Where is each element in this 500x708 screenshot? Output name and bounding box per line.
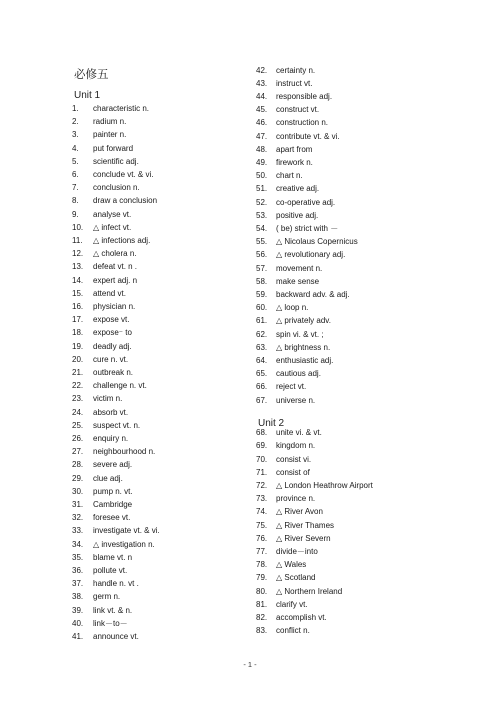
entry-number: 71. — [256, 467, 268, 477]
entry-text: clarify vt. — [276, 599, 308, 609]
entry-number: 51. — [256, 184, 268, 194]
entry-text: scientific adj. — [93, 156, 139, 166]
entry-text: △ Scotland — [276, 573, 316, 583]
entry-number: 76. — [256, 533, 268, 543]
entry-text: suspect vt. n. — [93, 420, 141, 430]
entry-number: 66. — [256, 382, 268, 392]
entry-number: 75. — [256, 520, 268, 530]
entry-text: draw a conclusion — [93, 196, 158, 206]
entry-number: 44. — [256, 91, 268, 101]
entry-text: unite vi. & vt. — [276, 428, 322, 438]
entry-number: 45. — [256, 105, 268, 115]
entry-number: 17. — [72, 315, 84, 325]
entry-text: conclude vt. & vi. — [93, 170, 154, 179]
entry-text: attend vt. — [93, 288, 126, 298]
entry-number: 63. — [256, 342, 268, 352]
entry-text: blame vt. n — [93, 552, 133, 562]
entry-number: 36. — [72, 566, 84, 575]
entry-text: instruct vt. — [276, 78, 313, 88]
entry-text: foresee vt. — [93, 513, 131, 523]
entry-text: △ revolutionary adj. — [276, 250, 346, 260]
entry-number: 27. — [72, 447, 84, 457]
entry-text: backward adv. & adj. — [276, 289, 350, 299]
entry-text: painter n. — [93, 130, 127, 140]
entry-number: 20. — [72, 354, 84, 364]
entry-number: 39. — [72, 605, 84, 615]
entry-number: 77. — [256, 547, 268, 556]
entry-text: △ infect vt. — [93, 222, 132, 232]
entry-number: 40. — [72, 618, 84, 628]
entry-text: construction n. — [276, 118, 329, 128]
entry-number: 6. — [72, 170, 79, 179]
entry-text: conclusion n. — [93, 183, 140, 193]
entry-number: 61. — [256, 316, 268, 326]
entry-text: challenge n. vt. — [93, 381, 147, 391]
entry-number: 11. — [72, 236, 83, 245]
entry-text: consist vi. — [276, 454, 312, 464]
entry-number: 16. — [72, 302, 84, 311]
entry-text: certainty n. — [276, 65, 316, 75]
entry-text: radium n. — [93, 117, 127, 127]
entry-text: expose⁻ to — [93, 328, 132, 338]
entry-text: analyse vt. — [93, 209, 132, 219]
entry-number: 4. — [72, 143, 79, 153]
entry-number: 56. — [256, 250, 268, 260]
entry-number: 60. — [256, 303, 268, 313]
entry-text: defeat vt. n . — [93, 262, 138, 272]
entry-text: consist of — [276, 467, 310, 477]
entry-text: pump n. vt. — [93, 486, 133, 496]
entry-text: △ brightness n. — [276, 342, 331, 352]
entry-text: reject vt. — [276, 382, 307, 392]
entry-number: 53. — [256, 210, 268, 220]
entry-number: 35. — [72, 552, 84, 562]
entry-text: △ River Thames — [276, 520, 335, 530]
entry-text: neighbourhood n. — [93, 447, 156, 457]
entry-number: 26. — [72, 434, 84, 443]
entry-number: 19. — [72, 341, 84, 351]
entry-text: △ London Heathrow Airport — [276, 481, 373, 490]
entry-number: 14. — [72, 275, 84, 285]
entry-number: 74. — [256, 507, 268, 517]
entry-number: 18. — [72, 328, 84, 338]
book-title: 必修五 — [74, 67, 109, 81]
entry-text: △ Nicolaus Copernicus — [276, 237, 358, 247]
entry-number: 22. — [72, 381, 84, 391]
entry-text: kingdom n. — [276, 441, 316, 451]
entry-text: enthusiastic adj. — [276, 355, 334, 365]
entry-number: 33. — [72, 526, 84, 536]
entry-number: 64. — [256, 355, 268, 365]
entry-text: spin vi. & vt. ; — [276, 329, 324, 339]
entry-number: 3. — [72, 130, 79, 140]
entry-number: 15. — [72, 288, 84, 298]
entry-text: make sense — [276, 276, 320, 286]
entry-number: 2. — [72, 117, 79, 127]
entry-text: expose vt. — [93, 315, 130, 325]
entry-number: 8. — [72, 196, 79, 206]
entry-number: 37. — [72, 579, 84, 589]
entry-number: 52. — [256, 197, 268, 207]
entry-text: responsible adj. — [276, 91, 333, 101]
entry-text: put forward — [93, 143, 134, 153]
entry-number: 69. — [256, 441, 268, 451]
entry-text: divide－into — [276, 547, 318, 556]
entry-number: 70. — [256, 454, 268, 464]
unit-2-heading: Unit 2 — [258, 418, 285, 429]
entry-text: apart from — [276, 144, 313, 154]
entry-number: 79. — [256, 573, 268, 583]
entry-text: conflict n. — [276, 626, 310, 636]
entry-number: 9. — [72, 209, 79, 219]
entry-text: germ n. — [93, 592, 121, 602]
entry-text: universe n. — [276, 395, 316, 405]
entry-text: △ Northern Ireland — [276, 586, 343, 596]
entry-text: construct vt. — [276, 105, 320, 115]
entry-number: 47. — [256, 131, 268, 141]
entry-text: △ cholera n. — [93, 249, 137, 259]
entry-number: 41. — [72, 632, 84, 641]
entry-number: 7. — [72, 183, 79, 193]
entry-number: 49. — [256, 157, 268, 167]
entry-text: cure n. vt. — [93, 354, 129, 364]
entry-number: 73. — [256, 494, 268, 504]
entry-number: 78. — [256, 560, 268, 570]
entry-text: link－to－ — [93, 618, 128, 628]
entry-text: investigate vt. & vi. — [93, 526, 160, 536]
entry-number: 80. — [256, 586, 268, 596]
entry-number: 31. — [72, 500, 84, 509]
entry-text: link vt. & n. — [93, 605, 133, 615]
entry-number: 81. — [256, 599, 268, 609]
entry-text: characteristic n. — [93, 104, 150, 113]
entry-text: firework n. — [276, 157, 313, 167]
entry-number: 21. — [72, 368, 84, 377]
entry-text: enquiry n. — [93, 434, 129, 443]
entry-number: 59. — [256, 289, 268, 299]
entry-text: △ Wales — [276, 560, 307, 570]
entry-number: 48. — [256, 144, 268, 154]
entry-text: victim n. — [93, 394, 123, 404]
entry-number: 54. — [256, 223, 268, 233]
entry-text: Cambridge — [93, 500, 133, 509]
entry-number: 23. — [72, 394, 84, 404]
entry-number: 72. — [256, 481, 268, 490]
entry-number: 82. — [256, 613, 268, 622]
entry-number: 13. — [72, 262, 84, 272]
entry-number: 58. — [256, 276, 268, 286]
entry-number: 62. — [256, 329, 268, 339]
entry-number: 29. — [72, 473, 84, 483]
entry-text: province n. — [276, 494, 316, 504]
entry-number: 12. — [72, 249, 84, 259]
entry-number: 1. — [72, 104, 79, 113]
entry-number: 30. — [72, 486, 84, 496]
entry-number: 42. — [256, 65, 268, 75]
entry-number: 32. — [72, 513, 84, 523]
entry-text: △ privately adv. — [276, 316, 331, 326]
entry-text: positive adj. — [276, 210, 319, 220]
entry-text: co-operative adj. — [276, 197, 336, 207]
unit-1-heading: Unit 1 — [74, 90, 101, 101]
entry-text: absorb vt. — [93, 407, 129, 417]
entry-text: △ infections adj. — [93, 236, 151, 245]
entry-text: △ loop n. — [276, 303, 309, 313]
entry-text: announce vt. — [93, 632, 139, 641]
entry-text: clue adj. — [93, 473, 123, 483]
entry-number: 34. — [72, 539, 84, 549]
entry-text: cautious adj. — [276, 369, 321, 379]
entry-text: chart n. — [276, 171, 303, 181]
entry-number: 68. — [256, 428, 268, 438]
entry-number: 24. — [72, 407, 84, 417]
entry-text: △ River Severn — [276, 533, 331, 543]
entry-text: physician n. — [93, 302, 136, 311]
entry-number: 25. — [72, 420, 84, 430]
entry-text: contribute vt. & vi. — [276, 131, 340, 141]
entry-text: deadly adj. — [93, 341, 132, 351]
entry-text: expert adj. n — [93, 275, 138, 285]
entry-number: 10. — [72, 222, 84, 232]
entry-number: 55. — [256, 237, 268, 247]
entry-text: severe adj. — [93, 460, 133, 470]
entry-number: 65. — [256, 369, 268, 379]
entry-number: 38. — [72, 592, 84, 602]
entry-text: △ investigation n. — [93, 539, 155, 549]
entry-number: 46. — [256, 118, 268, 128]
entry-number: 67. — [256, 395, 268, 405]
entry-text: handle n. vt . — [93, 579, 139, 589]
entry-text: movement n. — [276, 263, 323, 273]
entry-number: 43. — [256, 78, 268, 88]
entry-text: pollute vt. — [93, 566, 128, 575]
entry-number: 57. — [256, 263, 268, 273]
entry-text: outbreak n. — [93, 368, 134, 377]
entry-text: creative adj. — [276, 184, 320, 194]
entry-number: 28. — [72, 460, 84, 470]
entry-number: 5. — [72, 156, 79, 166]
entry-number: 50. — [256, 171, 268, 181]
entry-text: accomplish vt. — [276, 613, 327, 622]
entry-text: △ River Avon — [276, 507, 323, 517]
entry-number: 83. — [256, 626, 268, 636]
entry-text: ( be) strict with － — [276, 223, 339, 233]
page-number: - 1 - — [243, 660, 257, 669]
